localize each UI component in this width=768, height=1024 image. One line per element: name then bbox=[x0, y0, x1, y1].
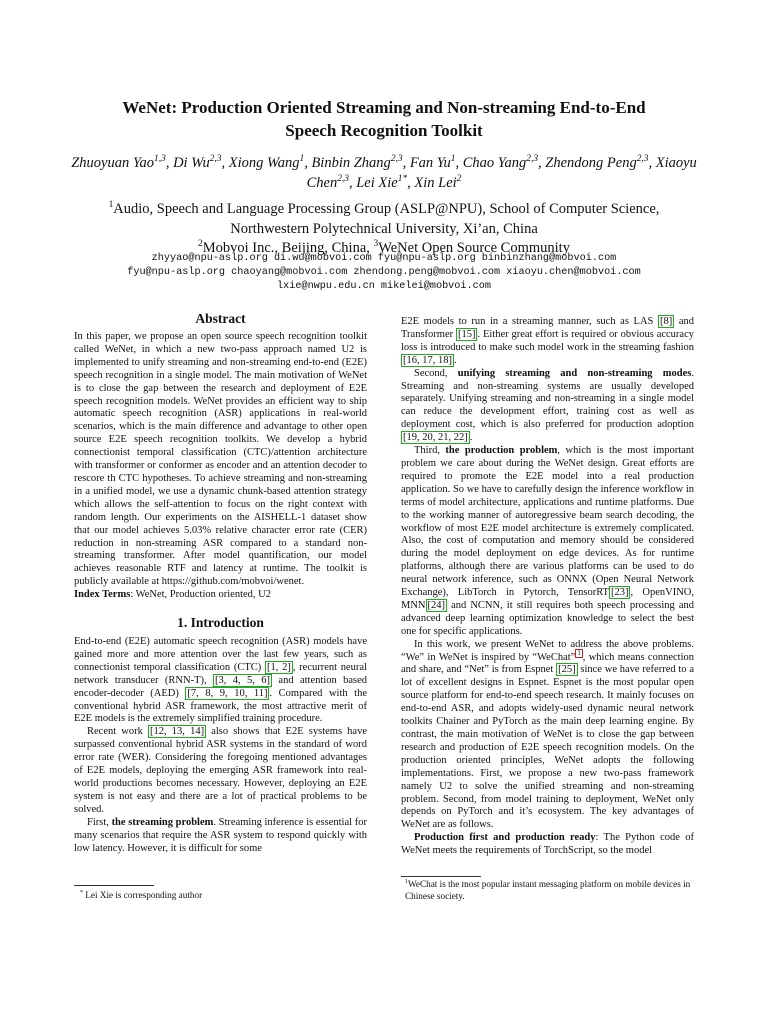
email-line: zhyyao@npu-aslp.org di.wu@mobvoi.com fyu@npu-aslp.org binbinzhang@mobvoi.com bbox=[151, 253, 617, 264]
body-paragraph: In this work, we present WeNet to address the above problems. “We” in WeNet is inspired by “WeChat” $^1$ , which means connection and share, and “Net” is from Espnet [25] since we have referred to a lot of excellent designs in Espnet. Espnet is the most popular open source platform for end-to-end speech research. It mainly focuses on end-to-end ASR, and adopts widely-used dynamic neural network toolkits Chainer and PyTorch as the main deep learning engine. By contrast, the main motivation of WeNet is to close the gap between research and production of E2E speech recognition models. On the production oriented principles, WeNet adopts the following implementations. First, we propose a new two-pass framework namely U2 to solve the unified streaming and non-streaming problem. Second, from model training to deployment, WeNet only depends on PyTorch and it’s ecosystem. The key advantages of WeNet are as follows. bbox=[401, 638, 695, 831]
author-name: Binbin Zhang bbox=[311, 155, 391, 171]
author-separator: , bbox=[402, 155, 410, 171]
author-affiliation-mark: 1* bbox=[397, 174, 408, 185]
citation-link[interactable]: [12, 13, 14] bbox=[150, 726, 205, 738]
intro-paragraph-2: Recent work [12, 13, 14] also shows that E2E systems have surpassed conventional hybrid ASR systems in the standard of word error rate (WER). Considering the foregoing mentioned advantages of E2E models, deploying the emerging ASR framework into real-world productions becomes necessary. However, deploying an E2E system is not easy and there are a lot of practical problems to be solved. bbox=[74, 726, 367, 815]
body-paragraph: Production first and production ready: The Python code of WeNet meets the requirements of TorchScript, so the model bbox=[401, 832, 694, 857]
title-line-2: Speech Recognition Toolkit bbox=[285, 121, 483, 140]
author-name: Di Wu bbox=[173, 155, 210, 171]
author-separator: , bbox=[165, 155, 174, 171]
author-separator: , bbox=[221, 155, 229, 171]
author-separator: , bbox=[348, 175, 357, 191]
affiliation-1: $^1$Audio, Speech and Language Processing Group (ASLP@NPU), School of Computer Science, bbox=[108, 200, 660, 217]
affiliations bbox=[60, 200, 708, 259]
author-affiliation-mark: 1,3 bbox=[154, 154, 166, 165]
author-separator: , bbox=[304, 155, 312, 171]
author-name: Chao Yang bbox=[462, 155, 527, 171]
author-affiliation-mark: 1 bbox=[299, 154, 305, 165]
footnote-rule bbox=[74, 885, 154, 886]
author-name: Zhendong Peng bbox=[545, 155, 637, 171]
footnote-rule bbox=[401, 876, 481, 877]
author-name: Zhuoyuan Yao bbox=[71, 155, 155, 171]
author-emails bbox=[40, 252, 728, 294]
abstract-body: In this paper, we propose an open source speech recognition toolkit called WeNet, in which a new two-pass approach named U2 is implemented to unify streaming and non-streaming end-to-end (E2E) speech recognition in a single model. The main motivation of WeNet is to close the gap between the research and deployment of E2E speech recognition models. WeNet provides an efficient way to ship automatic speech recognition (ASR) applications in real-world scenarios, which is the main difference and advantage to other open source E2E speech recognition toolkits. We develop a hybrid connectionist temporal classification (CTC)/attention architecture with transformer or conformer as encoder and an attention decoder to rescore th CTC hypotheses. To achieve streaming and non-streaming in a unified model, we use a dynamic chunk-based attention strategy which allows the self-attention to focus on the right context with random length. Our experiments on the AISHELL-1 dataset show that our model achieves 5.03% relative character error rate (CER) reduction in non-streaming ASR compared to a standard non-streaming transformer. After model quantification, our model achieves reasonable RTF and latency at runtime. The toolkit is publicly available at https://github.com/mobvoi/wenet. bbox=[74, 331, 367, 588]
body-paragraph: E2E models to run in a streaming manner, such as LAS [8] and Transformer [15] . Either great effort is required or obvious accuracy loss is introduced to make such model work in the streaming fashion [16, 17, 18] . bbox=[401, 316, 694, 366]
citation-link[interactable]: [19, 20, 21, 22] bbox=[403, 432, 468, 444]
right-column bbox=[401, 316, 694, 858]
citation-link[interactable]: [24] bbox=[427, 599, 446, 611]
intro-paragraph-3: First, the streaming problem. Streaming inference is essential for many scenarios that require the ASR system to respond quickly with low latency. However, it is difficult for some bbox=[74, 816, 367, 854]
citation-link[interactable]: [15] bbox=[457, 328, 476, 340]
author-affiliation-mark: 2,3 bbox=[337, 174, 349, 185]
citation-link[interactable]: [7, 8, 9, 10, 11] bbox=[187, 687, 268, 699]
author-separator: , bbox=[648, 155, 656, 171]
author-affiliation-mark: 2,3 bbox=[636, 154, 649, 165]
citation-link[interactable]: [1, 2] bbox=[266, 661, 291, 673]
intro-paragraph-1: End-to-end (E2E) automatic speech recognition (ASR) models have gained more and more attention over the last few years, such as connectionist temporal classification (CTC) [1, 2] , recurrent neural network transducer (RNN-T), [3, 4, 5, 6] and attention based encoder-decoder (AED) [7, 8, 9, 10, 11] . Compared with the conventional hybrid ASR framework, the most attractive merit of E2E models is the extremely simplified training procedure. bbox=[74, 636, 368, 725]
abstract-heading: Abstract bbox=[195, 311, 246, 326]
affiliation-1-cont: Northwestern Polytechnical University, Xi’an, China bbox=[230, 220, 538, 237]
footnote-right: $^1$WeChat is the most popular instant messaging platform on mobile devices in Chinese society. bbox=[405, 878, 691, 901]
citation-link[interactable]: [8] bbox=[659, 316, 673, 327]
body-paragraph: Second, unifying streaming and non-streaming modes. Streaming and non-streaming systems are usually developed separately. Unifying streaming and non-streaming in a single model can reduce the development effort, training cost as well as deployment cost, which is also preferred for production adoption [19, 20, 21, 22] . bbox=[401, 367, 694, 444]
author-name: Xiaoyu Chen bbox=[306, 155, 697, 191]
email-line: fyu@npu-aslp.org chaoyang@mobvoi.com zhendong.peng@mobvoi.com xiaoyu.chen@mobvoi.com bbox=[127, 267, 641, 278]
author-affiliation-mark: 1 bbox=[450, 154, 456, 165]
body-paragraph: Third, the production problem, which is the most important problem we care about during the WeNet design. Great efforts are required to promote the E2E model into a real production application. So we have to carefully design the inference workflow in terms of model architecture, applications and runtime platforms. Due to the working manner of autoregressive beam search decoding, the workflow of most E2E model architecture is extremely complicated. Also, the cost of computation and memory should be considered during the model deployment on edge devices. As for runtime platforms, although there are various platforms can be used to do neural network inference, such as ONNX (Open Neural Network Exchange), LibTorch in Pytorch, TensorRT [23] , OpenVINO, MNN [24] and NCNN, it still requires both speech processing and advanced deep learning optimization knowledge to select the best one for specific applications. bbox=[401, 445, 695, 637]
title-line-1: WeNet: Production Oriented Streaming and Non-streaming End-to-End bbox=[122, 98, 646, 117]
footnote-left: * Lei Xie is corresponding author bbox=[80, 889, 203, 900]
paper-title bbox=[60, 96, 708, 142]
citation-link[interactable]: [16, 17, 18] bbox=[403, 354, 452, 366]
footnote-link[interactable]: 1 bbox=[577, 650, 581, 658]
author-affiliation-mark: 2,3 bbox=[526, 154, 539, 165]
author-separator: , bbox=[538, 155, 546, 171]
citation-link[interactable]: [25] bbox=[558, 664, 576, 676]
author-affiliation-mark: 2,3 bbox=[209, 154, 222, 165]
author-name: Fan Yu bbox=[409, 155, 451, 171]
author-list bbox=[60, 153, 708, 193]
email-line: lxie@nwpu.edu.cn mikelei@mobvoi.com bbox=[277, 281, 491, 292]
author-separator: , bbox=[455, 155, 463, 171]
index-terms: Index Terms: WeNet, Production oriented, U2 bbox=[74, 589, 271, 601]
author-name: Xiong Wang bbox=[228, 155, 300, 171]
affiliation-2-3: $^2$Mobvoi Inc., Beijing, China, $^3$WeNet Open Source Community bbox=[198, 239, 570, 256]
author-name: Lei Xie bbox=[356, 175, 398, 191]
author-name: Xin Lei bbox=[414, 175, 457, 191]
introduction-heading: 1. Introduction bbox=[177, 615, 264, 631]
left-column bbox=[74, 310, 367, 855]
citation-link[interactable]: [23] bbox=[610, 587, 629, 599]
author-affiliation-mark: 2,3 bbox=[390, 154, 403, 165]
citation-link[interactable]: [3, 4, 5, 6] bbox=[215, 674, 271, 686]
author-separator: , bbox=[407, 175, 415, 191]
author-affiliation-mark: 2 bbox=[456, 174, 462, 185]
